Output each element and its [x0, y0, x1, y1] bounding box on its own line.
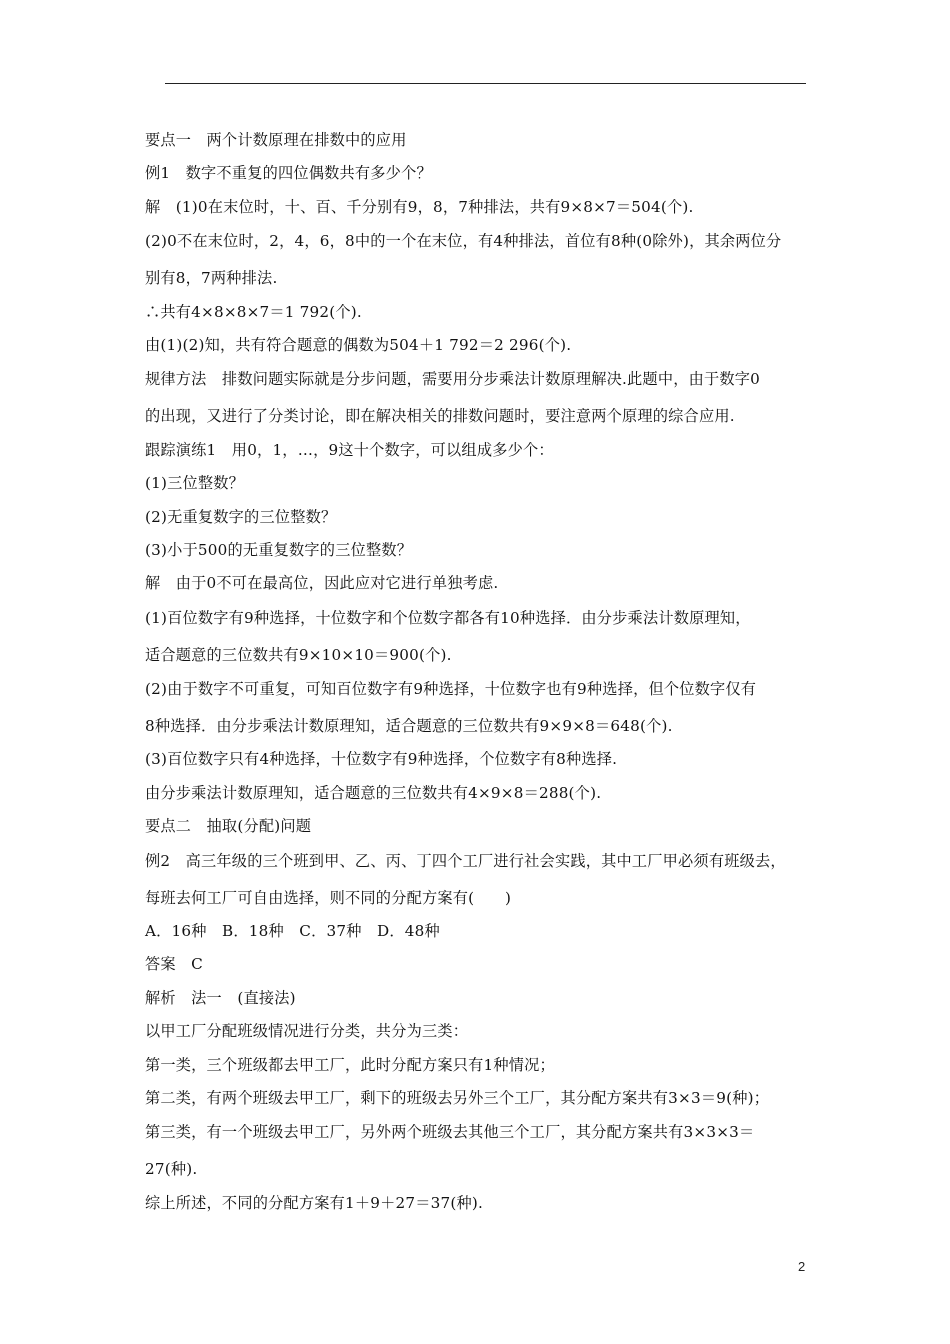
section-heading-1: 要点一 两个计数原理在排数中的应用 — [145, 131, 407, 149]
practice-subquestion: (1)三位整数？ — [145, 474, 245, 493]
solution-line: (3)百位数字只有4种选择，十位数字有9种选择，个位数字有8种选择. — [145, 750, 618, 769]
solution-line: (2)由于数字不可重复，可知百位数字有9种选择，十位数字也有9种选择，但个位数字仅有 — [145, 680, 757, 699]
example-1-question: 例1 数字不重复的四位偶数共有多少个？ — [145, 164, 432, 183]
answer-options: A．16种 B．18种 C．37种 D．48种 — [145, 922, 440, 941]
method-note: 规律方法 排数问题实际就是分步问题，需要用分步乘法计数原理解决.此题中，由于数字0 — [145, 370, 761, 389]
practice-subquestion: (2)无重复数字的三位整数？ — [145, 507, 337, 526]
practice-1-question: 跟踪演练1 用0，1，…，9这十个数字，可以组成多少个： — [145, 440, 554, 459]
method-note: 的出现，又进行了分类讨论，即在解决相关的排数问题时，要注意两个原理的综合应用. — [145, 407, 735, 426]
analysis-line: 第二类，有两个班级去甲工厂，剩下的班级去另外三个工厂，其分配方案共有3×3＝9(种)； — [145, 1088, 770, 1107]
analysis-line: 以甲工厂分配班级情况进行分类，共分为三类： — [145, 1022, 469, 1041]
document-body — [145, 124, 825, 1220]
solution-line: 适合题意的三位数共有9×10×10＝900(个). — [145, 645, 452, 664]
answer-line: 答案 C — [145, 955, 203, 974]
analysis-line: 第一类，三个班级都去甲工厂，此时分配方案只有1种情况； — [145, 1055, 555, 1074]
solution-line: (1)百位数字有9种选择，十位数字和个位数字都各有10种选择．由分步乘法计数原理知， — [145, 608, 751, 627]
solution-line: 8种选择．由分步乘法计数原理知，适合题意的三位数共有9×9×8＝648(个). — [145, 717, 673, 736]
analysis-heading: 解析 法一 (直接法) — [145, 988, 296, 1007]
section-heading-2: 要点二 抽取(分配)问题 — [145, 817, 312, 836]
page-number: 2 — [798, 1259, 806, 1274]
example-2-question: 每班去何工厂可自由选择，则不同的分配方案有( ) — [145, 888, 512, 907]
analysis-conclusion: 综上所述，不同的分配方案有1＋9＋27＝37(种). — [145, 1193, 484, 1212]
solution-line: (2)0不在末位时，2，4，6，8中的一个在末位，有4种排法，首位有8种(0除外)，其余两位分 — [145, 232, 782, 251]
solution-line: 由(1)(2)知，共有符合题意的偶数为504＋1 792＝2 296(个). — [145, 335, 572, 354]
solution-line: 由分步乘法计数原理知，适合题意的三位数共有4×9×8＝288(个). — [145, 783, 602, 802]
practice-subquestion: (3)小于500的无重复数字的三位整数？ — [145, 540, 413, 559]
solution-line: ∴共有4×8×8×7＝1 792(个). — [145, 302, 362, 321]
header-rule — [165, 83, 806, 84]
solution-line: 别有8，7两种排法. — [145, 269, 278, 288]
analysis-line: 27(种). — [145, 1160, 198, 1179]
solution-line: 解 (1)0在末位时，十、百、千分别有9，8，7种排法，共有9×8×7＝504(个). — [145, 197, 694, 216]
example-2-question: 例2 高三年级的三个班到甲、乙、丙、丁四个工厂进行社会实践，其中工厂甲必须有班级去， — [145, 851, 786, 870]
solution-line: 解 由于0不可在最高位，因此应对它进行单独考虑. — [145, 574, 499, 593]
analysis-line: 第三类，有一个班级去甲工厂，另外两个班级去其他三个工厂，其分配方案共有3×3×3＝ — [145, 1123, 755, 1142]
